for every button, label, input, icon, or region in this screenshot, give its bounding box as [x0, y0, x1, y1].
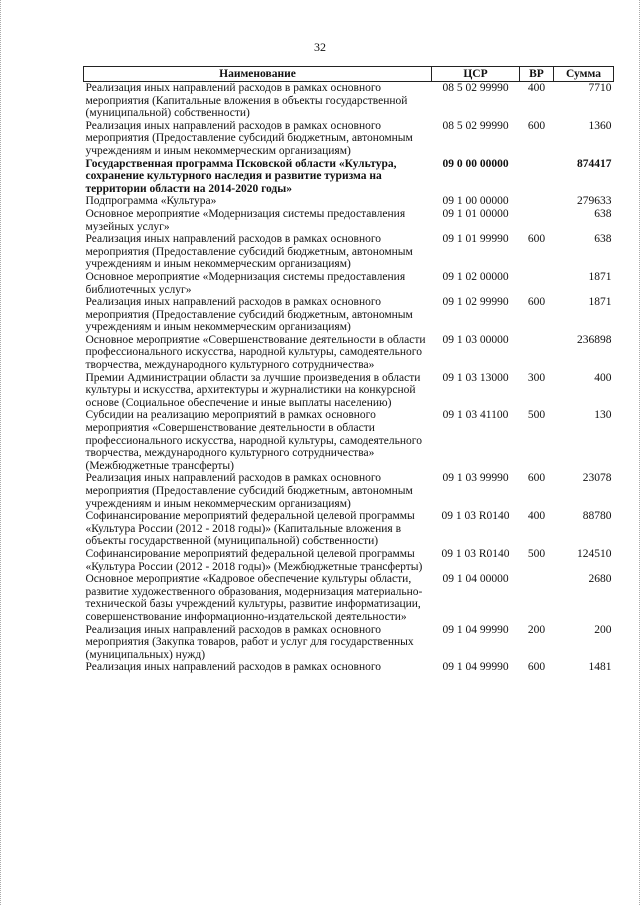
row-sum-cell: 130	[594, 409, 612, 422]
row-vr-cell	[520, 271, 554, 296]
row-sum-cell: 236898	[577, 333, 612, 346]
table-row	[84, 661, 614, 674]
table-row	[84, 158, 614, 196]
header-csr: ЦСР	[432, 67, 520, 82]
table-header-row	[84, 67, 614, 82]
header-name: Наименование	[84, 67, 432, 82]
row-sum-cell: 88780	[582, 510, 612, 523]
row-vr-cell: 600	[527, 233, 546, 246]
row-sum-cell: 400	[594, 371, 612, 384]
row-csr-cell: 09 1 03 99990	[442, 472, 509, 485]
header-sum: Сумма	[554, 67, 614, 82]
table-row	[84, 195, 614, 208]
row-sum-cell: 638	[594, 207, 612, 220]
row-name-cell: Подпрограмма «Культура»	[85, 195, 217, 208]
row-vr-cell	[520, 334, 554, 372]
row-csr-cell: 09 1 04 99990	[442, 661, 509, 674]
row-name-cell: Реализация иных направлений расходов в рамках основного мероприятия (Предоставление субсидий бюджетным, автономным учреждениям и иным некоммерческим организациям)	[85, 119, 413, 157]
row-name-cell: Софинансирование мероприятий федеральной целевой программы «Культура России (2012 - 2018 годы)» (Межбюджетные трансферты)	[85, 547, 423, 573]
row-name-cell: Основное мероприятие «Модернизация системы предоставления библиотечных услуг»	[85, 270, 406, 296]
row-vr-cell: 500	[527, 547, 546, 560]
row-vr-cell	[520, 573, 554, 623]
row-sum-cell: 1871	[588, 270, 612, 283]
row-csr-cell: 09 1 00 00000	[442, 195, 509, 208]
row-vr-cell: 400	[527, 82, 546, 94]
table-row	[84, 409, 614, 472]
row-sum-cell: 7710	[588, 82, 612, 94]
row-vr-cell	[520, 158, 554, 196]
row-csr-cell: 09 1 03 R0140	[441, 510, 510, 523]
row-csr-cell: 09 0 00 00000	[442, 157, 509, 170]
row-name-cell: Государственная программа Псковской области «Культура, сохранение культурного наследия и развитие туризма на территории области на 2014-2020 годы»	[85, 157, 397, 195]
row-sum-cell: 124510	[577, 547, 612, 560]
row-vr-cell: 600	[527, 661, 546, 674]
row-name-cell: Премии Администрации области за лучшие произведения в области культуры и искусства, архитектуры и журналистики на конкурсной основе (Социальное обеспечение и иные выплаты населению)	[85, 371, 421, 409]
table-row	[84, 624, 614, 662]
row-name-cell: Основное мероприятие «Кадровое обеспечение культуры области, развитие художественного образования, модернизация материально-технической базы учреждений культуры, развитие информатизации, совершенствование информационно-издательской деятельности»	[85, 573, 423, 623]
row-vr-cell	[520, 208, 554, 233]
row-csr-cell: 09 1 04 99990	[442, 623, 509, 636]
row-sum-cell: 874417	[577, 157, 612, 170]
table-row	[84, 334, 614, 372]
table-row	[84, 208, 614, 233]
table-row	[84, 82, 614, 120]
row-csr-cell: 09 1 02 00000	[442, 270, 509, 283]
row-sum-cell: 2680	[588, 573, 612, 586]
row-vr-cell: 600	[527, 296, 546, 309]
row-csr-cell: 09 1 01 00000	[442, 207, 509, 220]
table-row	[84, 510, 614, 548]
row-sum-cell: 200	[594, 623, 612, 636]
row-sum-cell: 1481	[588, 661, 612, 674]
table-row	[84, 296, 614, 334]
row-vr-cell: 400	[527, 510, 546, 523]
row-vr-cell: 500	[527, 409, 546, 422]
row-sum-cell: 23078	[582, 472, 612, 485]
row-csr-cell: 08 5 02 99990	[442, 119, 509, 132]
row-vr-cell: 600	[527, 472, 546, 485]
budget-table	[83, 66, 614, 674]
table-body	[84, 82, 614, 674]
row-vr-cell	[520, 195, 554, 208]
page-number: 32	[314, 40, 326, 54]
table-row	[84, 271, 614, 296]
row-sum-cell: 1360	[588, 119, 612, 132]
table-row	[84, 573, 614, 623]
row-csr-cell: 09 1 03 13000	[442, 371, 509, 384]
table-row	[84, 233, 614, 271]
header-vr: ВР	[520, 67, 554, 82]
table-row	[84, 372, 614, 410]
row-name-cell: Основное мероприятие «Совершенствование деятельности в области профессионального искусства, народной культуры, самодеятельного творчества, международного культурного сотрудничества»	[85, 333, 426, 372]
row-name-cell: Основное мероприятие «Модернизация системы предоставления музейных услуг»	[85, 207, 406, 233]
row-sum-cell: 1871	[588, 296, 612, 309]
row-vr-cell: 600	[527, 119, 546, 132]
row-name-cell: Субсидии на реализацию мероприятий в рамках основного мероприятия «Совершенствование деятельности в области профессионального искусства, народной культуры, самодеятельного творчества, международного культурного сотрудничества» (Межбюджетные трансферты)	[85, 409, 422, 472]
row-sum-cell: 279633	[577, 195, 612, 208]
scan-right-edge	[635, 0, 640, 905]
row-name-cell: Реализация иных направлений расходов в рамках основного мероприятия (Предоставление субсидий бюджетным, автономным учреждениям и иным некоммерческим организациям)	[85, 296, 413, 334]
row-name-cell: Реализация иных направлений расходов в рамках основного	[85, 661, 382, 674]
row-name-cell: Софинансирование мероприятий федеральной целевой программы «Культура России (2012 - 2018 годы)» (Капитальные вложения в объекты государственной (муниципальной) собственности)	[85, 510, 415, 548]
row-csr-cell: 09 1 03 41100	[442, 409, 509, 422]
row-csr-cell: 09 1 03 R0140	[441, 547, 510, 560]
row-name-cell: Реализация иных направлений расходов в рамках основного мероприятия (Капитальные вложения в объекты государственной (муниципальной) собственности)	[85, 82, 408, 120]
row-csr-cell: 09 1 02 99990	[442, 296, 509, 309]
row-csr-cell: 09 1 01 99990	[442, 233, 509, 246]
row-vr-cell: 300	[527, 371, 546, 384]
table-row	[84, 472, 614, 510]
scan-left-edge	[0, 0, 5, 905]
row-csr-cell: 09 1 04 00000	[442, 573, 509, 586]
table-row	[84, 548, 614, 573]
row-name-cell: Реализация иных направлений расходов в рамках основного мероприятия (Закупка товаров, работ и услуг для государственных (муниципальных) нужд)	[85, 623, 414, 661]
row-csr-cell: 08 5 02 99990	[442, 82, 509, 94]
row-name-cell: Реализация иных направлений расходов в рамках основного мероприятия (Предоставление субсидий бюджетным, автономным учреждениям и иным некоммерческим организациям)	[85, 233, 413, 271]
table-row	[84, 120, 614, 158]
row-name-cell: Реализация иных направлений расходов в рамках основного мероприятия (Предоставление субсидий бюджетным, автономным учреждениям и иным некоммерческим организациям)	[85, 472, 413, 510]
row-vr-cell: 200	[527, 623, 546, 636]
row-sum-cell: 638	[594, 233, 612, 246]
row-csr-cell: 09 1 03 00000	[442, 333, 509, 346]
